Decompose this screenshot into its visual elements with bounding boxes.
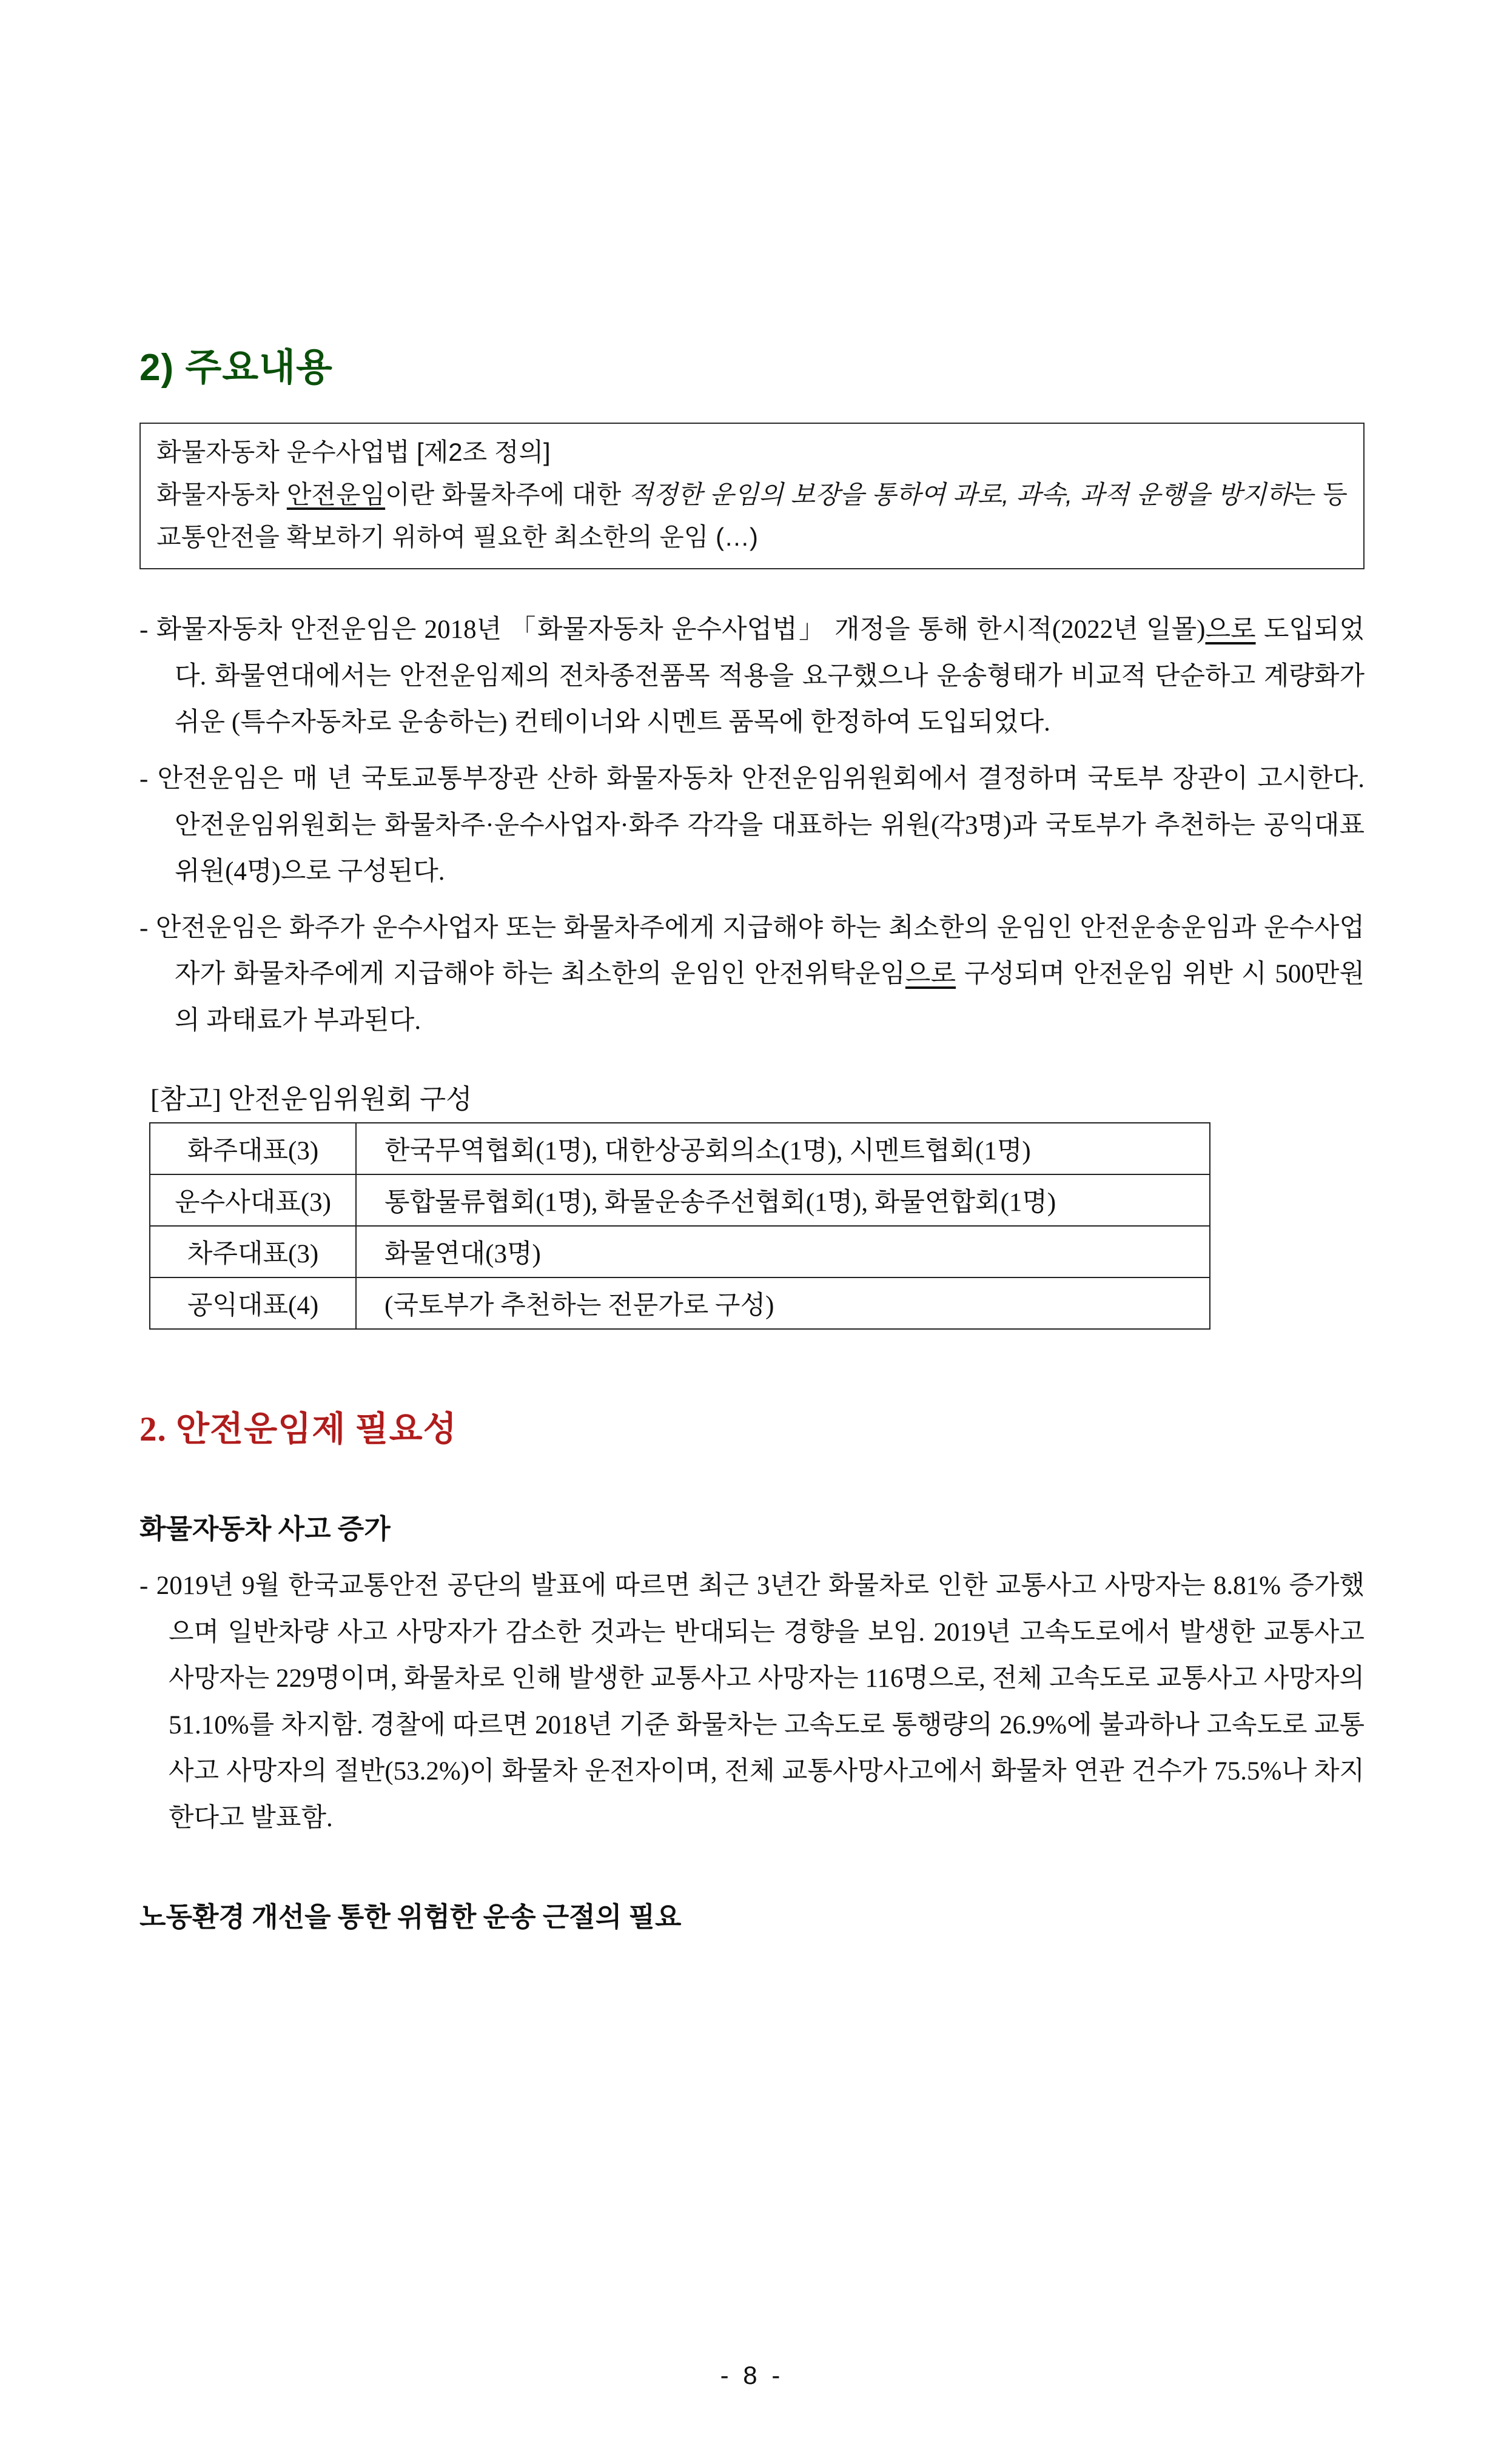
table-row xyxy=(150,1123,1210,1174)
table-cell-members: 화물연대(3명) xyxy=(356,1226,1210,1277)
law-body-tail: 는 등 교통안전을 확보하기 위하여 필요한 최소한의 운임 (…) xyxy=(156,480,1348,552)
table-cell-members: (국토부가 추천하는 전문가로 구성) xyxy=(356,1277,1210,1329)
table-row xyxy=(150,1226,1210,1277)
bullet-list xyxy=(139,607,1365,1044)
page-number: - 8 - xyxy=(720,2361,784,2389)
law-title-text: 화물자동차 운수사업법 [제2조 정의] xyxy=(156,438,551,466)
law-body-underlined-term: 안전운임 xyxy=(286,480,386,509)
bullet-1-text-cont: 도입되었다. 화물연대에서는 안전운임제의 전차종전품목 적용을 요구했으나 운송형태가 비교적 단순하고 계량화가 쉬운 (특수자동차로 운송하는) 컨테이너와 시멘트 품목에 한정하여 도입되었다. xyxy=(175,615,1365,737)
bullet-item-3 xyxy=(139,905,1365,1045)
law-body-mid: 이란 화물차주에 대한 xyxy=(385,480,629,509)
law-body-pre: 화물자동차 xyxy=(156,480,287,509)
table-cell-role: 공익대표(4) xyxy=(150,1277,356,1329)
table-row xyxy=(150,1277,1210,1329)
bullet-1-underline: 으로 xyxy=(1205,615,1256,644)
law-box-body xyxy=(156,474,1348,558)
bullet-1-text: - 화물자동차 안전운임은 2018년 「화물자동차 운수사업법」 개정을 통해 한시적(2022년 일몰) xyxy=(139,615,1206,644)
section-heading-necessity: 2. 안전운임제 필요성 xyxy=(139,1410,457,1449)
committee-table xyxy=(149,1122,1210,1330)
bullet-2-text: - 안전운임은 매 년 국토교통부장관 산하 화물자동차 안전운임위원회에서 결정하며 국토부 장관이 고시한다. 안전운임위원회는 화물차주·운수사업자·화주 각각을 대표하는 위원(각3명)과 국토부가 추천하는 공익대표위원(4명)으로 구성된다. xyxy=(139,764,1365,886)
bullet-3-text: - 안전운임은 화주가 운수사업자 또는 화물차주에게 지급해야 하는 최소한의 운임인 안전운송운임과 운수사업자가 화물차주에게 지급해야 하는 최소한의 운임인 안전위탁운임 xyxy=(139,913,1365,989)
bullet-3-text-cont: 구성되며 안전운임 위반 시 500만원의 과태료가 부과된다. xyxy=(175,960,1365,1035)
bullet-item-1 xyxy=(139,607,1365,746)
law-body-italic: 적정한 운임의 보장을 통하여 과로, 과속, 과적 운행을 방지하 xyxy=(628,480,1291,509)
table-cell-role: 운수사대표(3) xyxy=(150,1174,356,1226)
table-caption: [참고] 안전운임위원회 구성 xyxy=(150,1084,472,1115)
table-cell-members: 한국무역협회(1명), 대한상공회의소(1명), 시멘트협회(1명) xyxy=(356,1123,1210,1174)
bullet-3-underline: 으로 xyxy=(905,960,956,989)
table-cell-role: 차주대표(3) xyxy=(150,1226,356,1277)
document-page xyxy=(0,337,1504,2464)
law-quote-box xyxy=(139,423,1365,569)
bullet-item-2 xyxy=(139,756,1365,896)
subheading-truck-accidents: 화물자동차 사고 증가 xyxy=(139,1514,391,1545)
section-heading-main-contents: 2) 주요내용 xyxy=(139,347,333,389)
subheading-labor-environment: 노동환경 개선을 통한 위험한 운송 근절의 필요 xyxy=(139,1902,682,1933)
table-row xyxy=(150,1174,1210,1226)
law-box-title-line xyxy=(156,431,1348,474)
table-cell-role: 화주대표(3) xyxy=(150,1123,356,1174)
table-cell-members: 통합물류협회(1명), 화물운송주선협회(1명), 화물연합회(1명) xyxy=(356,1174,1210,1226)
paragraph-accident-statistics: - 2019년 9월 한국교통안전 공단의 발표에 따르면 최근 3년간 화물차로 인한 교통사고 사망자는 8.81% 증가했으며 일반차량 사고 사망자가 감소한 것과는 반대되는 경향을 보임. 2019년 고속도로에서 발생한 교통사고 사망자는 229명이며, 화물차로 인해 발생한 교통사고 사망자는 116명으로, 전체 고속도로 교통사고 사망자의 51.10%를 차지함. 경찰에 따르면 2018년 기준 화물차는 고속도로 통행량의 26.9%에 불과하나 고속도로 교통사고 사망자의 절반(53.2%)이 화물차 운전자이며, 전체 교통사망사고에서 화물차 연관 건수가 75.5%나 차지한다고 발표함. xyxy=(139,1572,1365,1832)
